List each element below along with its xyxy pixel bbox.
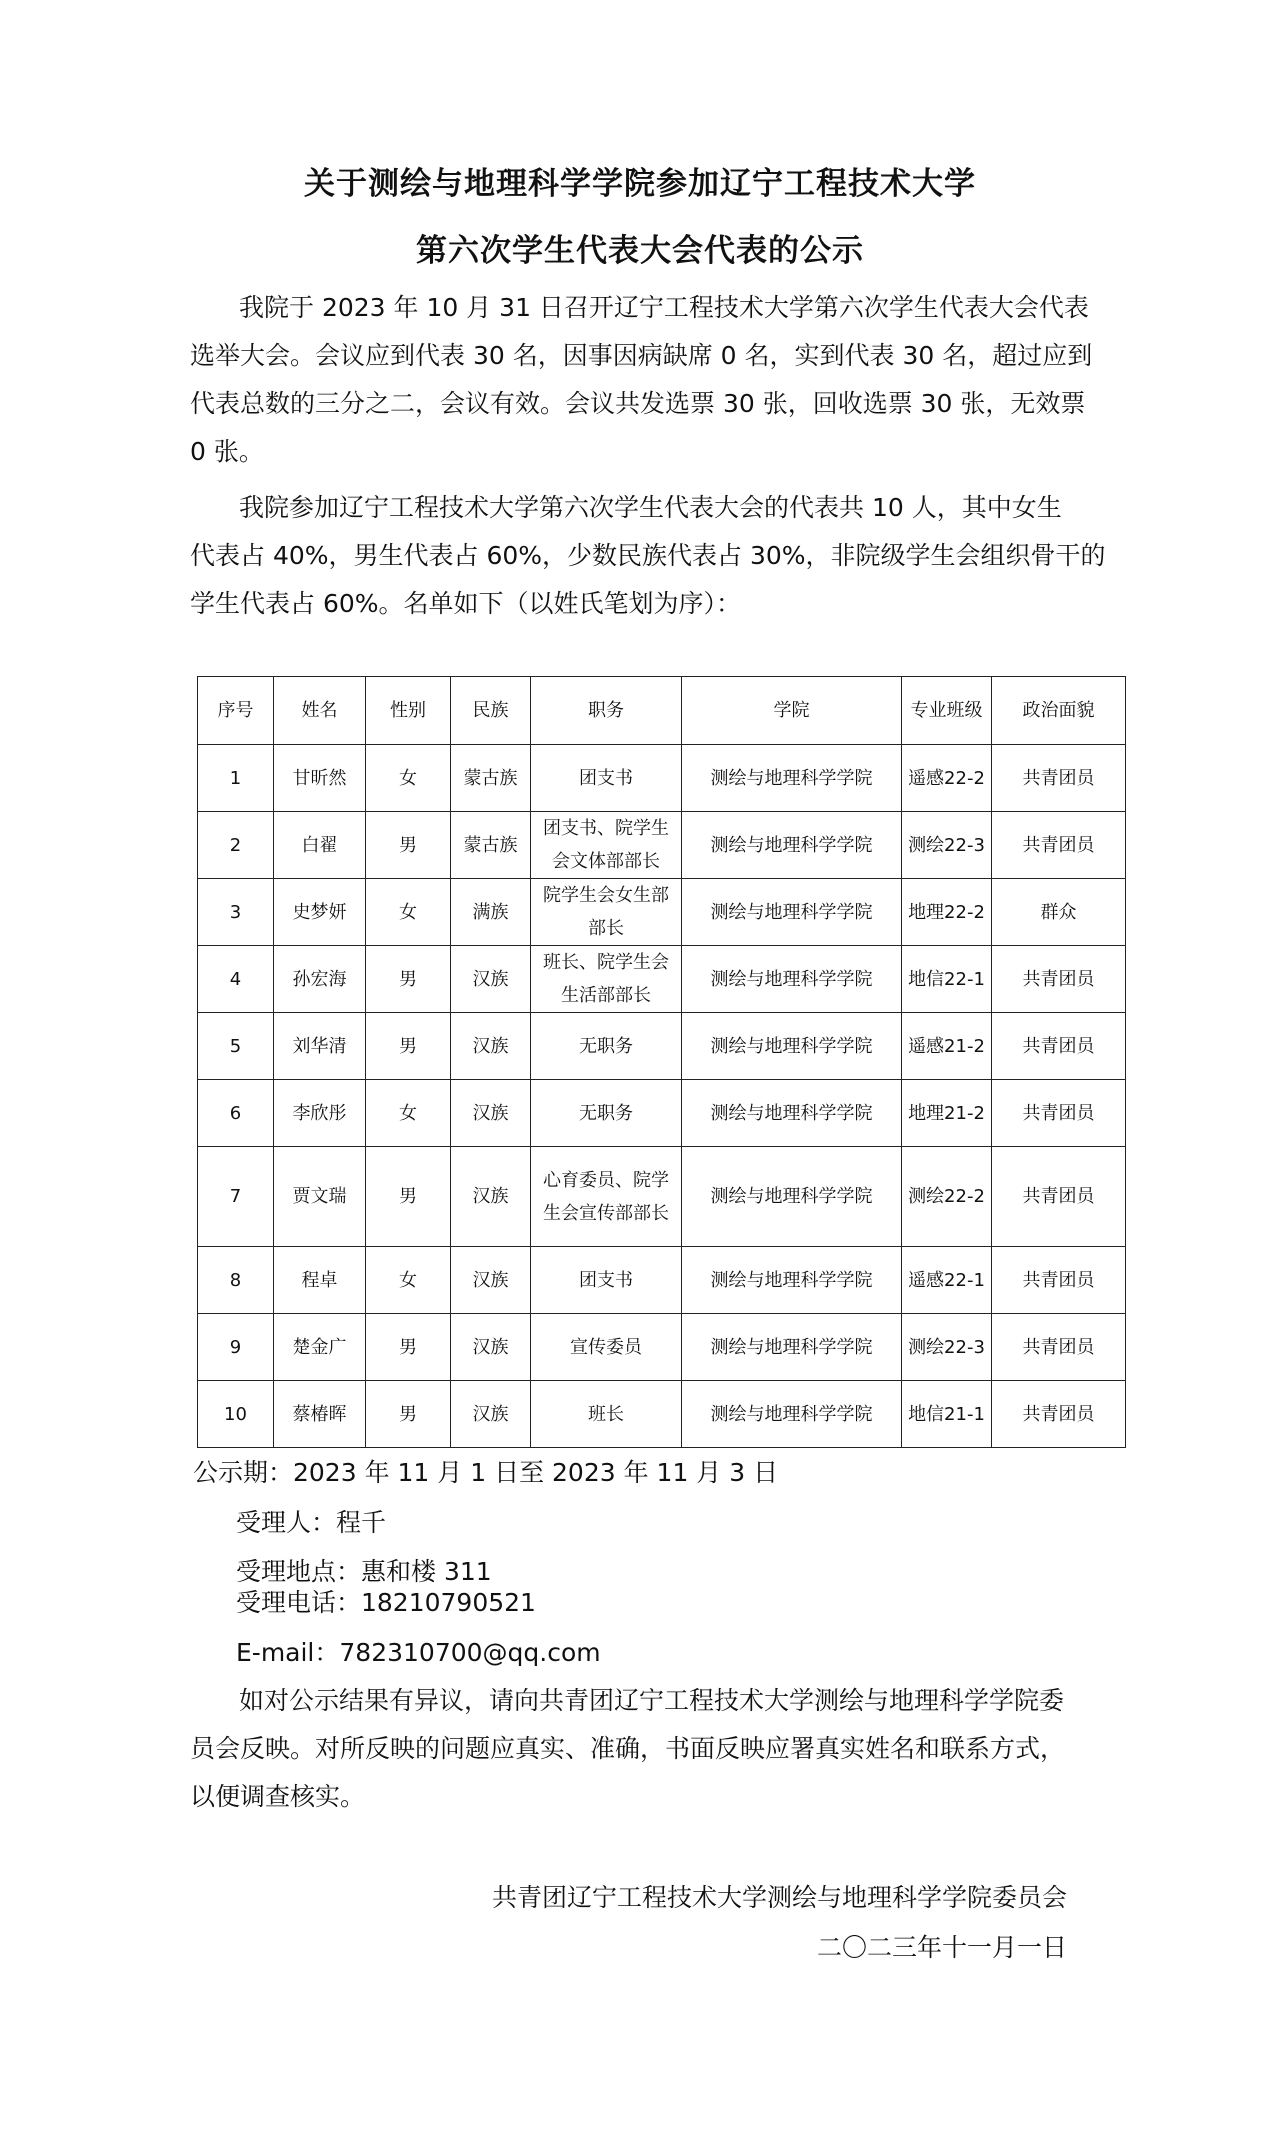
cell-no: 4 <box>198 946 274 1013</box>
cell-post: 院学生会女生部部长 <box>531 879 682 946</box>
table-row <box>198 1314 1126 1381</box>
cell-class: 地信21-1 <box>902 1381 992 1448</box>
column-header-name: 姓名 <box>274 677 366 745</box>
cell-name: 刘华清 <box>274 1013 366 1080</box>
cell-post: 无职务 <box>531 1080 682 1147</box>
paragraph-line: 选举大会。会议应到代表 30 名，因事因病缺席 0 名，实到代表 30 名，超过应到 <box>190 341 1093 370</box>
cell-college: 测绘与地理科学学院 <box>682 1247 902 1314</box>
cell-college: 测绘与地理科学学院 <box>682 1147 902 1247</box>
table-header-row <box>198 677 1126 745</box>
cell-gender: 女 <box>366 879 451 946</box>
table-row <box>198 1080 1126 1147</box>
cell-gender: 男 <box>366 1013 451 1080</box>
column-header-no: 序号 <box>198 677 274 745</box>
intro-paragraph <box>190 284 1093 476</box>
document-title-line-2: 第六次学生代表大会代表的公示 <box>416 233 864 269</box>
cell-gender: 男 <box>366 1314 451 1381</box>
cell-no: 2 <box>198 812 274 879</box>
cell-political-status: 共青团员 <box>992 812 1126 879</box>
cell-no: 1 <box>198 745 274 812</box>
cell-ethnicity: 汉族 <box>451 1013 531 1080</box>
paragraph-line: 代表占 40%，男生代表占 60%，少数民族代表占 30%，非院级学生会组织骨干的 <box>190 541 1106 570</box>
cell-ethnicity: 汉族 <box>451 1080 531 1147</box>
cell-post: 无职务 <box>531 1013 682 1080</box>
paragraph-line: 我院参加辽宁工程技术大学第六次学生代表大会的代表共 10 人，其中女生 <box>239 493 1062 522</box>
cell-post: 宣传委员 <box>531 1314 682 1381</box>
cell-gender: 男 <box>366 1381 451 1448</box>
table-row <box>198 1013 1126 1080</box>
cell-political-status: 共青团员 <box>992 1147 1126 1247</box>
cell-class: 测绘22-3 <box>902 812 992 879</box>
cell-post: 团支书 <box>531 1247 682 1314</box>
signature-date: 二〇二三年十一月一日 <box>816 1933 1067 1962</box>
signature-organization: 共青团辽宁工程技术大学测绘与地理科学学院委员会 <box>491 1883 1067 1912</box>
table-row <box>198 1381 1126 1448</box>
cell-no: 6 <box>198 1080 274 1147</box>
cell-name: 程卓 <box>274 1247 366 1314</box>
cell-name: 孙宏海 <box>274 946 366 1013</box>
paragraph-line: 代表总数的三分之二，会议有效。会议共发选票 30 张，回收选票 30 张，无效票 <box>190 389 1086 418</box>
column-header-gender: 性别 <box>366 677 451 745</box>
cell-college: 测绘与地理科学学院 <box>682 1080 902 1147</box>
cell-political-status: 群众 <box>992 879 1126 946</box>
paragraph-line: 如对公示结果有异议，请向共青团辽宁工程技术大学测绘与地理科学学院委 <box>239 1686 1065 1715</box>
cell-no: 10 <box>198 1381 274 1448</box>
publicity-period: 公示期：2023 年 11 月 1 日至 2023 年 11 月 3 日 <box>193 1458 779 1487</box>
cell-ethnicity: 汉族 <box>451 946 531 1013</box>
cell-class: 地理21-2 <box>902 1080 992 1147</box>
contact-email: E-mail：782310700@qq.com <box>236 1638 601 1667</box>
cell-political-status: 共青团员 <box>992 1314 1126 1381</box>
cell-college: 测绘与地理科学学院 <box>682 879 902 946</box>
table-row <box>198 745 1126 812</box>
column-header-post: 职务 <box>531 677 682 745</box>
column-header-political-status: 政治面貌 <box>992 677 1126 745</box>
cell-political-status: 共青团员 <box>992 946 1126 1013</box>
cell-name: 贾文瑞 <box>274 1147 366 1247</box>
cell-name: 白翟 <box>274 812 366 879</box>
table-row <box>198 946 1126 1013</box>
cell-class: 遥感22-2 <box>902 745 992 812</box>
paragraph-line: 学生代表占 60%。名单如下（以姓氏笔划为序）： <box>190 589 742 618</box>
cell-ethnicity: 满族 <box>451 879 531 946</box>
cell-gender: 女 <box>366 1247 451 1314</box>
composition-paragraph <box>190 484 1106 628</box>
cell-class: 测绘22-2 <box>902 1147 992 1247</box>
table-row <box>198 812 1126 879</box>
cell-post: 班长、院学生会生活部部长 <box>531 946 682 1013</box>
cell-name: 楚金广 <box>274 1314 366 1381</box>
cell-college: 测绘与地理科学学院 <box>682 1314 902 1381</box>
cell-gender: 女 <box>366 745 451 812</box>
cell-political-status: 共青团员 <box>992 1013 1126 1080</box>
cell-college: 测绘与地理科学学院 <box>682 1381 902 1448</box>
cell-class: 遥感22-1 <box>902 1247 992 1314</box>
cell-post: 团支书 <box>531 745 682 812</box>
cell-no: 9 <box>198 1314 274 1381</box>
contact-person: 受理人：程千 <box>236 1508 387 1537</box>
cell-ethnicity: 蒙古族 <box>451 812 531 879</box>
cell-no: 5 <box>198 1013 274 1080</box>
cell-ethnicity: 汉族 <box>451 1247 531 1314</box>
column-header-college: 学院 <box>682 677 902 745</box>
cell-ethnicity: 汉族 <box>451 1147 531 1247</box>
cell-name: 史梦妍 <box>274 879 366 946</box>
column-header-ethnicity: 民族 <box>451 677 531 745</box>
objection-paragraph <box>190 1677 1090 1821</box>
cell-gender: 男 <box>366 1147 451 1247</box>
table-row <box>198 1147 1126 1247</box>
document-title-line-1: 关于测绘与地理科学学院参加辽宁工程技术大学 <box>304 166 976 202</box>
cell-post: 班长 <box>531 1381 682 1448</box>
contact-phone: 受理电话：18210790521 <box>236 1588 536 1617</box>
table-row <box>198 879 1126 946</box>
cell-ethnicity: 汉族 <box>451 1381 531 1448</box>
cell-ethnicity: 汉族 <box>451 1314 531 1381</box>
cell-gender: 女 <box>366 1080 451 1147</box>
cell-ethnicity: 蒙古族 <box>451 745 531 812</box>
paragraph-line: 以便调查核实。 <box>190 1782 366 1811</box>
cell-college: 测绘与地理科学学院 <box>682 1013 902 1080</box>
cell-class: 遥感21-2 <box>902 1013 992 1080</box>
cell-name: 李欣彤 <box>274 1080 366 1147</box>
cell-political-status: 共青团员 <box>992 1381 1126 1448</box>
cell-gender: 男 <box>366 946 451 1013</box>
contact-place: 受理地点：惠和楼 311 <box>236 1557 492 1586</box>
cell-college: 测绘与地理科学学院 <box>682 946 902 1013</box>
cell-political-status: 共青团员 <box>992 1247 1126 1314</box>
cell-gender: 男 <box>366 812 451 879</box>
cell-class: 地理22-2 <box>902 879 992 946</box>
cell-no: 7 <box>198 1147 274 1247</box>
paragraph-line: 我院于 2023 年 10 月 31 日召开辽宁工程技术大学第六次学生代表大会代表 <box>239 293 1089 322</box>
cell-name: 甘昕然 <box>274 745 366 812</box>
cell-no: 8 <box>198 1247 274 1314</box>
cell-class: 地信22-1 <box>902 946 992 1013</box>
cell-college: 测绘与地理科学学院 <box>682 745 902 812</box>
cell-political-status: 共青团员 <box>992 745 1126 812</box>
table-row <box>198 1247 1126 1314</box>
cell-name: 蔡椿晖 <box>274 1381 366 1448</box>
cell-post: 团支书、院学生会文体部部长 <box>531 812 682 879</box>
cell-class: 测绘22-3 <box>902 1314 992 1381</box>
paragraph-line: 0 张。 <box>190 437 264 466</box>
cell-college: 测绘与地理科学学院 <box>682 812 902 879</box>
cell-political-status: 共青团员 <box>992 1080 1126 1147</box>
column-header-class: 专业班级 <box>902 677 992 745</box>
cell-post: 心育委员、院学生会宣传部部长 <box>531 1147 682 1247</box>
paragraph-line: 员会反映。对所反映的问题应真实、准确，书面反映应署真实姓名和联系方式， <box>190 1734 1066 1763</box>
representatives-table <box>197 676 1126 1448</box>
cell-no: 3 <box>198 879 274 946</box>
